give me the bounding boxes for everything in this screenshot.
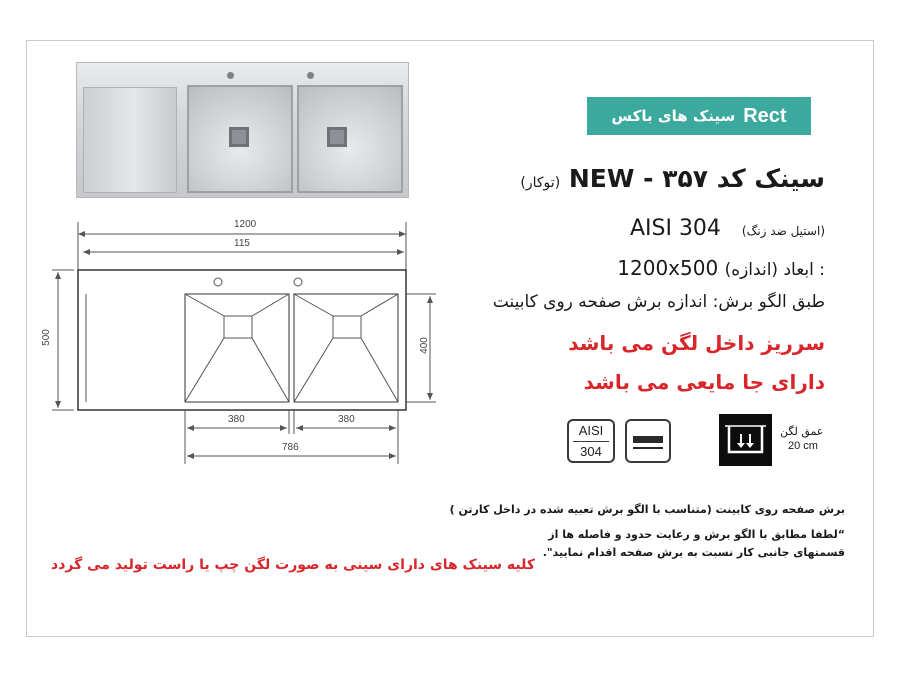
series-title-box [587,97,811,135]
drain-icon [229,127,249,147]
countertop-icon [625,419,671,463]
production-note: کلیه سینک های دارای سینی به صورت لگن چپ یا راست تولید می گردد [51,557,535,573]
dim-bowl2-width: 380 [338,414,355,425]
tap-hole [307,72,314,79]
aisi-icon [567,419,615,463]
aisi-icon-line1: AISI [578,422,604,438]
material-main: AISI 304 [629,216,721,241]
countertop-line [633,447,663,449]
drain-icon [327,127,347,147]
dim-width-inner: 115 [234,238,250,249]
technical-drawing [38,212,448,472]
countertop-bar [633,436,663,443]
depth-label: عمق لگن [780,425,824,438]
dim-bowl1-width: 380 [228,414,245,425]
note-line-2: “لطفا مطابق با الگو برش و رعایت حدود و فاصله ها از [548,528,845,541]
sink-bowl-right [297,85,403,193]
drawing-svg [38,212,448,472]
dimensions-line [617,256,825,280]
dimensions-label: : ابعاد (اندازه) [724,260,825,280]
dim-height-left: 500 [40,329,52,346]
note-line-1: برش صفحه روی کابینت (متناسب با الگو برش تعبیه شده در داخل کارتن ) [449,503,845,516]
depth-value: 20 cm [788,440,818,452]
feature-holder: دارای جا مایعی می باشد [583,370,825,394]
product-photo [76,62,409,198]
series-name: Rect [743,104,787,127]
template-line: طبق الگو برش: اندازه برش صفحه روی کابینت [492,292,825,312]
aisi-divider [573,441,609,442]
bowl-depth-svg [719,414,772,466]
dim-height-right: 400 [418,337,430,354]
product-code: سینک کد NEW - ۳۵۷ [568,164,825,193]
drain-board [83,87,177,193]
series-label: سینک های باکس [611,107,736,125]
dim-width-total: 1200 [234,219,257,230]
dim-bowls-total: 786 [282,442,299,453]
aisi-icon-line2: 304 [580,443,602,459]
dimensions-value: 1200x500 [617,256,719,280]
product-code-line [520,164,825,193]
sink-bowl-left [187,85,293,193]
product-code-sub: (توکار) [520,175,561,191]
material-line [630,216,825,241]
bowl-depth-icon [719,414,772,466]
feature-overflow: سرریز داخل لگن می باشد [568,331,825,355]
tap-hole [227,72,234,79]
material-sub: (استیل ضد زنگ) [741,224,825,238]
note-line-3: قسمتهای جانبی کار نسبت به برش صفحه اقدام نمایید". [542,546,845,559]
